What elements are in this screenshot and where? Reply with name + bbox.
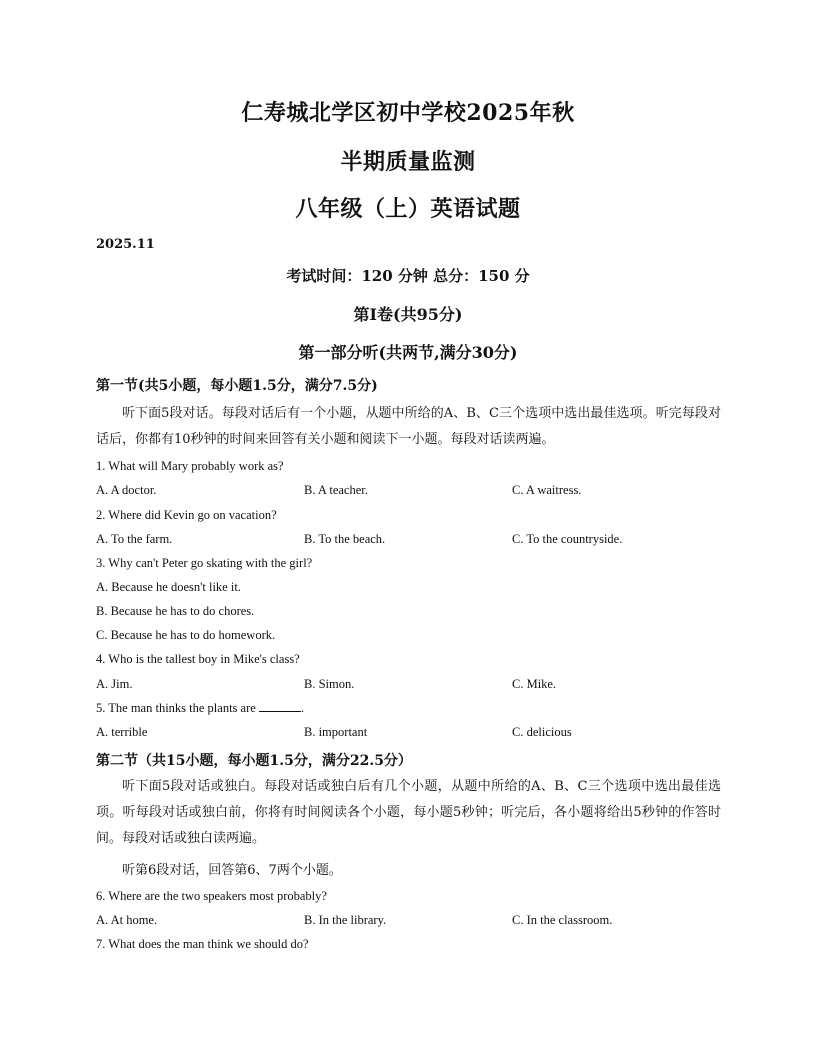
option-b: B. important bbox=[304, 725, 368, 739]
option-a: A. A doctor. bbox=[96, 483, 157, 497]
section1-heading: 第一节(共5小题，每小题1.5分，满分7.5分) bbox=[96, 378, 378, 394]
exam-date: 2025.11 bbox=[96, 237, 155, 252]
answer-blank bbox=[259, 701, 301, 712]
question-stem: 3. Why can't Peter go skating with the girl? bbox=[96, 556, 313, 570]
option-a: A. terrible bbox=[96, 725, 148, 739]
question-stem: 1. What will Mary probably work as? bbox=[96, 459, 284, 473]
question-stem: 6. Where are the two speakers most probably? bbox=[96, 889, 327, 903]
question-stem-text: 5. The man thinks the plants are bbox=[96, 701, 256, 715]
question-stem-end: . bbox=[300, 701, 305, 715]
section2-heading: 第二节（共15小题，每小题1.5分，满分22.5分） bbox=[96, 753, 412, 769]
section2-instruction: 听下面5段对话或独白。每段对话或独白后有几个小题，从题中所给的A、B、C三个选项中选出最佳选项。听每段对话或独白前，你将有时间阅读各个小题，每小题5秒钟；听完后，各小题将给出5秒钟的作答时间。每段对话或独白读两遍。 bbox=[96, 779, 721, 846]
exam-title: 半期质量监测 bbox=[340, 149, 476, 175]
option-b: B. Because he has to do chores. bbox=[96, 604, 255, 618]
option-c: C. delicious bbox=[512, 725, 572, 739]
option-c: C. To the countryside. bbox=[512, 532, 623, 546]
question-stem bbox=[96, 701, 304, 716]
part-heading: 第一部分听(共两节,满分30分) bbox=[298, 343, 518, 362]
option-c: C. A waitress. bbox=[512, 483, 582, 497]
option-a: A. At home. bbox=[96, 913, 158, 927]
school-title: 仁寿城北学区初中学校2025年秋 bbox=[241, 100, 575, 126]
option-c: C. In the classroom. bbox=[512, 913, 613, 927]
option-c: C. Because he has to do homework. bbox=[96, 628, 276, 642]
section2-sub-instruction: 听第6段对话，回答第6、7两个小题。 bbox=[122, 863, 342, 878]
option-b: B. In the library. bbox=[304, 913, 387, 927]
option-b: B. Simon. bbox=[304, 677, 355, 691]
exam-info: 考试时间：120 分钟 总分：150 分 bbox=[286, 267, 530, 285]
question-stem: 7. What does the man think we should do? bbox=[96, 937, 309, 951]
option-a: A. Jim. bbox=[96, 677, 133, 691]
option-a: A. Because he doesn't like it. bbox=[96, 580, 241, 594]
volume-heading: 第I卷(共95分) bbox=[353, 305, 463, 324]
subject-title: 八年级（上）英语试题 bbox=[295, 196, 521, 222]
question-stem: 4. Who is the tallest boy in Mike's class? bbox=[96, 652, 300, 666]
option-b: B. To the beach. bbox=[304, 532, 386, 546]
option-b: B. A teacher. bbox=[304, 483, 368, 497]
option-c: C. Mike. bbox=[512, 677, 557, 691]
question-stem: 2. Where did Kevin go on vacation? bbox=[96, 508, 277, 522]
option-a: A. To the farm. bbox=[96, 532, 173, 546]
section1-instruction: 听下面5段对话。每段对话后有一个小题，从题中所给的A、B、C三个选项中选出最佳选项。听完每段对话后，你都有10秒钟的时间来回答有关小题和阅读下一小题。每段对话读两遍。 bbox=[96, 406, 721, 447]
